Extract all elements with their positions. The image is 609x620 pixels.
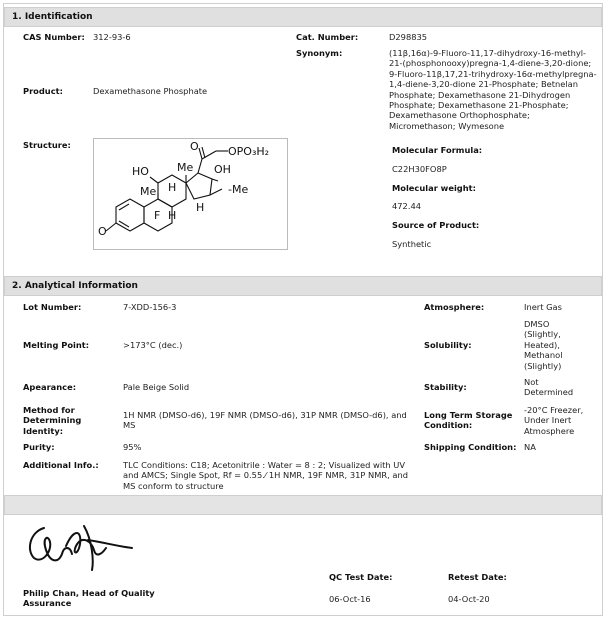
structure-h3: H [196, 201, 205, 214]
additional-info-label: Additional Info.: [23, 460, 99, 470]
structure-o-keto: O [190, 140, 199, 153]
structure-o-ring: O [98, 225, 107, 238]
structure-me2: Me [177, 161, 194, 174]
structure-drawing [94, 139, 289, 251]
product-label: Product: [23, 86, 63, 96]
structure-me3: -Me [228, 183, 249, 196]
section-identification-header: 1. Identification [4, 7, 602, 27]
structure-me1: Me [140, 185, 157, 198]
product-value: Dexamethasone Phosphate [93, 86, 208, 96]
source-value: Synthetic [392, 239, 432, 249]
atmosphere-value: Inert Gas [524, 302, 562, 312]
shipping-label: Shipping Condition: [424, 442, 517, 452]
structure-ho: HO [132, 165, 149, 178]
synonym-label: Synonym: [296, 48, 343, 58]
stability-label: Stability: [424, 382, 467, 392]
lot-number-value: 7-XDD-156-3 [123, 302, 177, 312]
method-label: Method for Determining Identity: [23, 405, 82, 436]
structure-h1: H [168, 181, 177, 194]
blank-divider-bar [4, 495, 602, 515]
source-label: Source of Product: [392, 220, 480, 230]
molecular-weight-value: 472.44 [392, 201, 422, 211]
appearance-label: Apearance: [23, 382, 77, 392]
stability-value: Not Determined [524, 377, 574, 398]
signer-name: Philip Chan, Head of Quality Assurance [23, 588, 155, 609]
retest-date-value: 04-Oct-20 [448, 594, 490, 604]
cat-number-label: Cat. Number: [296, 32, 359, 42]
signature-image [22, 520, 137, 578]
method-value: 1H NMR (DMSO-d6), 19F NMR (DMSO-d6), 31P NMR (DMSO-d6), and MS [123, 410, 407, 431]
synonym-value: (11β,16α)-9-Fluoro-11,17-dihydroxy-16-methyl-21-(phosphonooxy)pregna-1,4-diene-3,20-dione; 9-Fluoro-11β,17,21-trihydroxy-16α-methylpregna-1,4-diene-3,20-dione 21-Phosphate; Betnelan Phosphate; Dexamethasone 21-Dihydrogen Phosphate; Dexamethasone 21-Phosphate; Dexamethasone Orthophosphate; Micromethason; Wymesone [389, 48, 597, 131]
chemical-structure-image [93, 138, 288, 250]
molecular-formula-value: C22H30FO8P [392, 164, 447, 174]
purity-label: Purity: [23, 442, 55, 452]
cat-number-value: D298835 [389, 32, 428, 42]
cas-number-label: CAS Number: [23, 32, 85, 42]
qc-test-date-value: 06-Oct-16 [329, 594, 371, 604]
atmosphere-label: Atmosphere: [424, 302, 485, 312]
storage-label: Long Term Storage Condition: [424, 410, 513, 431]
retest-date-label: Retest Date: [448, 572, 507, 582]
structure-oh: OH [214, 163, 231, 176]
melting-point-label: Melting Point: [23, 340, 90, 350]
solubility-label: Solubility: [424, 340, 472, 350]
additional-info-value: TLC Conditions: C18; Acetonitrile : Water = 8 : 2; Visualized with UV and AMCS; Single Spot, Rf = 0.55.⁄ 1H NMR, 19F NMR, 31P NMR, and MS conform to structure [123, 460, 409, 491]
appearance-value: Pale Beige Solid [123, 382, 190, 392]
lot-number-label: Lot Number: [23, 302, 82, 312]
section-analytical-header: 2. Analytical Information [4, 276, 602, 296]
qc-test-date-label: QC Test Date: [329, 572, 393, 582]
shipping-value: NA [524, 442, 536, 452]
solubility-value: DMSO (Slightly, Heated), Methanol (Slightly) [524, 319, 563, 371]
cas-number-value: 312-93-6 [93, 32, 131, 42]
melting-point-value: >173°C (dec.) [123, 340, 183, 350]
storage-value: -20°C Freezer, Under Inert Atmosphere [524, 405, 584, 436]
molecular-formula-label: Molecular Formula: [392, 145, 483, 155]
structure-h2: H [168, 209, 177, 222]
purity-value: 95% [123, 442, 142, 452]
molecular-weight-label: Molecular weight: [392, 183, 476, 193]
structure-f: F [154, 209, 161, 222]
structure-label: Structure: [23, 140, 71, 150]
structure-phosphate: OPO₃H₂ [228, 145, 270, 158]
